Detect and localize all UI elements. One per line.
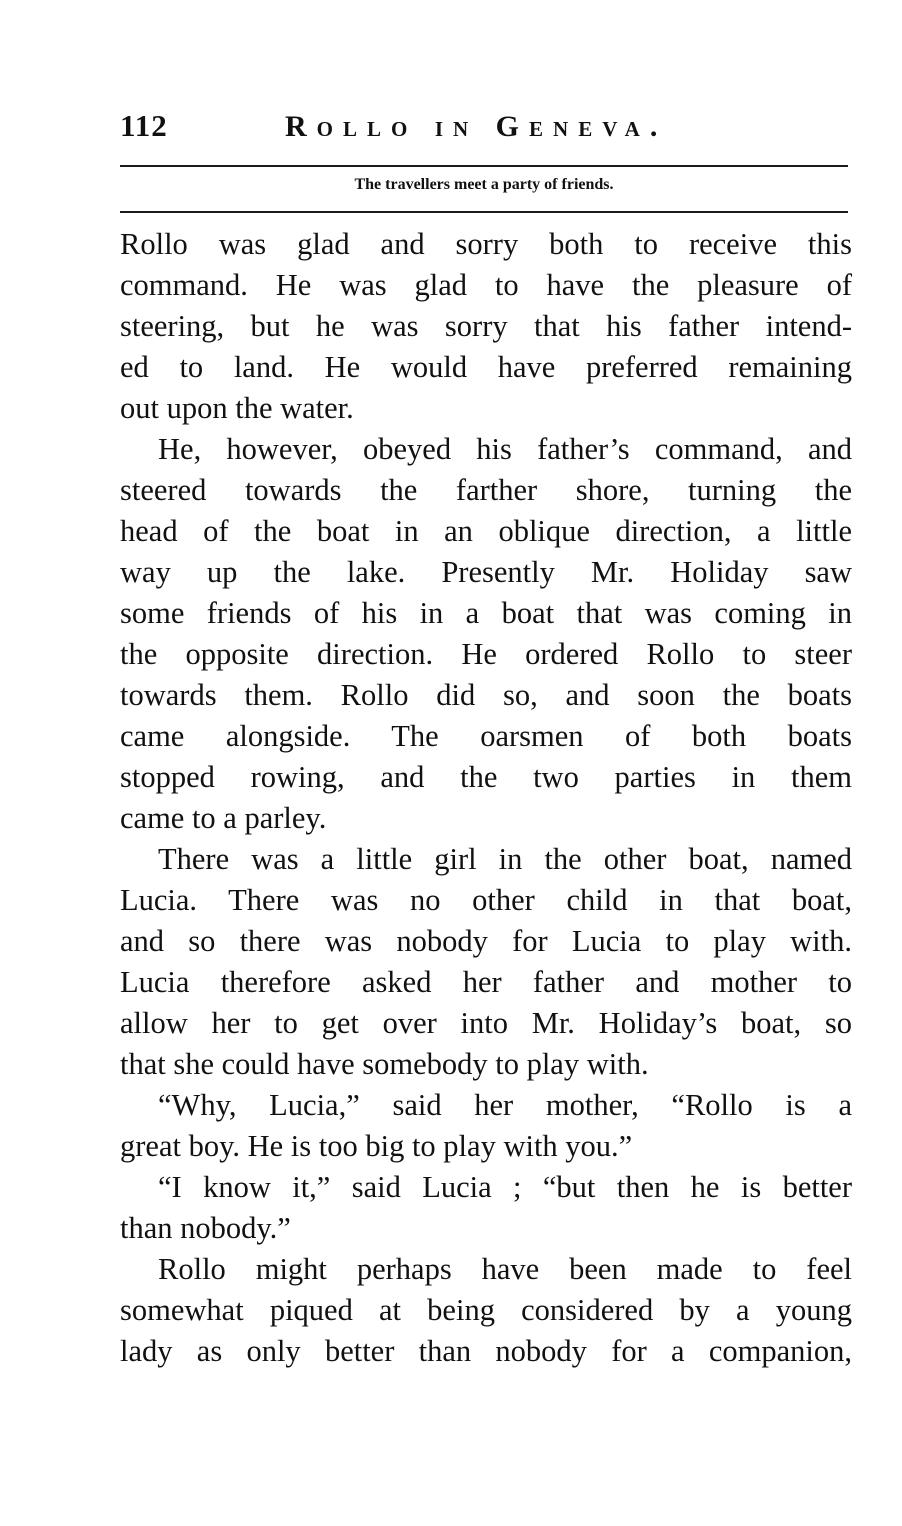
text-line: head of the boat in an oblique direction, a little <box>120 514 852 548</box>
text-line: came to a parley. <box>120 801 327 835</box>
text-line: Lucia therefore asked her father and mother to <box>120 965 852 999</box>
text-line: Rollo was glad and sorry both to receive this <box>120 227 852 261</box>
text-line: He, however, obeyed his father’s command, and <box>158 432 852 466</box>
text-line: towards them. Rollo did so, and soon the boats <box>120 678 852 712</box>
text-line: and so there was nobody for Lucia to play with. <box>120 924 852 958</box>
text-line: way up the lake. Presently Mr. Holiday saw <box>120 555 852 589</box>
text-line: that she could have somebody to play with. <box>120 1047 649 1081</box>
page-header <box>120 108 852 158</box>
running-title: Rollo in Geneva. <box>285 110 668 143</box>
header-rule-top <box>120 165 848 167</box>
text-line: command. He was glad to have the pleasure of <box>120 268 852 302</box>
text-line: ed to land. He would have preferred remaining <box>120 350 852 384</box>
text-line: some friends of his in a boat that was coming in <box>120 596 852 630</box>
text-line: Rollo might perhaps have been made to feel <box>158 1252 852 1286</box>
text-line: out upon the water. <box>120 391 354 425</box>
body-text <box>120 224 852 1372</box>
text-line: great boy. He is too big to play with you.” <box>120 1129 633 1163</box>
text-line: steered towards the farther shore, turning the <box>120 473 852 507</box>
page-number: 112 <box>120 108 168 143</box>
text-line: somewhat piqued at being considered by a young <box>120 1293 852 1327</box>
header-rule-bottom <box>120 211 848 213</box>
text-line: allow her to get over into Mr. Holiday’s boat, so <box>120 1006 852 1040</box>
text-line: than nobody.” <box>120 1211 291 1245</box>
text-line: “I know it,” said Lucia ; “but then he is better <box>158 1170 852 1204</box>
text-line: lady as only better than nobody for a companion, <box>120 1334 852 1368</box>
section-subheading: The travellers meet a party of friends. <box>354 176 614 193</box>
text-line: Lucia. There was no other child in that boat, <box>120 883 852 917</box>
text-line: There was a little girl in the other boat, named <box>158 842 852 876</box>
text-line: came alongside. The oarsmen of both boats <box>120 719 852 753</box>
text-line: steering, but he was sorry that his father intend- <box>120 309 852 343</box>
text-line: the opposite direction. He ordered Rollo to steer <box>120 637 852 671</box>
text-line: stopped rowing, and the two parties in them <box>120 760 852 794</box>
text-line: “Why, Lucia,” said her mother, “Rollo is a <box>158 1088 852 1122</box>
